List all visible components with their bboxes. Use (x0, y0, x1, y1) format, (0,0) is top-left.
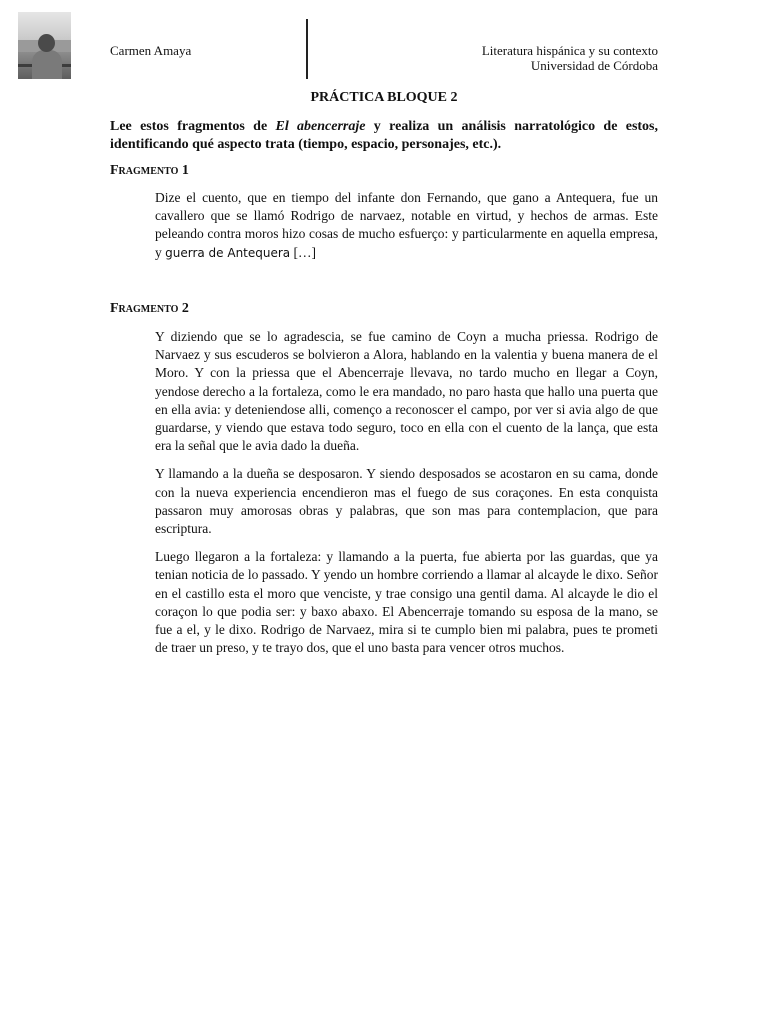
fragment2-paragraph: Y llamando a la dueña se desposaron. Y siendo desposados se acostaron en su cama, donde con la nueva experiencia encendieron mas el fuego de sus coraçones. En esta conquista passaron muy amorosas obras y palabras, que son mas para contemplacion, que para escriptura. (155, 466, 658, 537)
fragment2-paragraph: Y diziendo que se lo agradescia, se fue camino de Coyn a mucha priessa. Rodrigo de Narvaez y sus escuderos se bolvieron a Alora, hablando en la valentia y buena manera de el Moro. Y con la priessa que el Abencerraje llevava, no tardo mucho en llegar a Coyn, yendose derecho a la fortaleza, como le era mandado, no paro hasta que hallo una puerta que en ella avia: y deteniendose alli, començo a reconoscer el campo, por ver si avia algo de que guardarse, y viendo que estava todo seguro, toco en ella con el cuento de la lança, que esta era la señal que le avia dado la dueña. (155, 329, 658, 454)
author-photo (18, 12, 71, 79)
university-name: Universidad de Córdoba (530, 58, 658, 73)
fragment2-text (155, 328, 658, 667)
fragment2-paragraph: Luego llegaron a la fortaleza: y llamando a la puerta, fue abierta por las guardas, que ya tenian noticia de lo passado. Y yendo un hombre corriendo a llamar al alcayde le dixo. Señor en el castillo esta el moro que venciste, y trae consigo una gentil dama. Al alcayde le dio el coraçon lo que podia ser: y baxo abaxo. El Abencerraje tomando su esposa de la mano, se fue a el, y le dixo. Rodrigo de Narvaez, mira si te cumplo bien mi palabra, pues te prometi de traer un preso, y te trayo dos, que el uno basta para vencer otros muchos. (155, 549, 658, 656)
instructions (110, 118, 658, 154)
fragment1-main: Dize el cuento, que en tiempo del infante don Fernando, que gano a Antequera, fue un cavallero que se llamó Rodrigo de narvaez, notable en virtud, y hechos de armas. Este peleando contra moros hizo cosas de mucho esfuerço: y particularmente en aquella empresa, y (155, 190, 658, 260)
work-title: El abencerraje (275, 119, 366, 134)
fragment1-text (155, 189, 658, 272)
header-divider (306, 19, 308, 79)
course-name: Literatura hispánica y su contexto (481, 43, 658, 58)
fragment1-heading: Fragmento 1 (110, 163, 189, 178)
fragment2-heading: Fragmento 2 (110, 301, 189, 316)
author-name: Carmen Amaya (110, 43, 192, 58)
course-info (482, 43, 658, 73)
instructions-after: y realiza un análisis narratológico de estos, identificando qué aspecto trata (tiempo, espacio, personajes, etc.). (110, 119, 659, 152)
page-title: PRÁCTICA BLOQUE 2 (310, 90, 458, 105)
fragment1-sans: guerra de Antequera (165, 245, 291, 260)
fragment1-end: […] (290, 244, 317, 260)
instructions-before: Lee estos fragmentos de (110, 119, 276, 134)
